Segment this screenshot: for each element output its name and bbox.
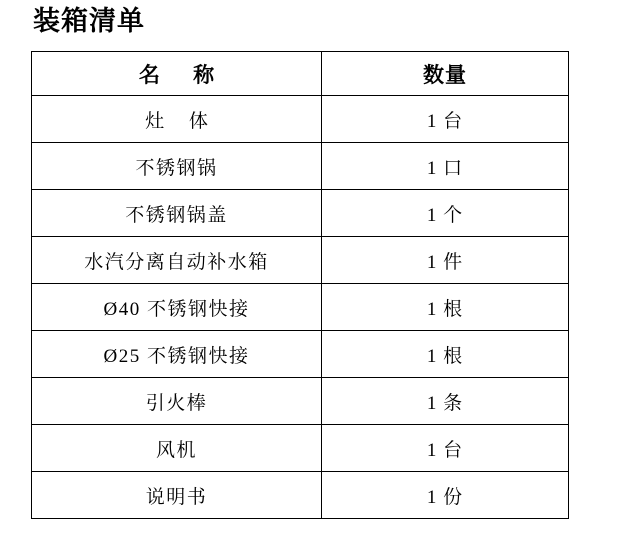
table-body: [32, 52, 569, 519]
table-row: [32, 331, 569, 378]
item-name: 水汽分离自动补水箱: [32, 237, 322, 284]
column-header-quantity: 数量: [322, 52, 569, 96]
page-title: 装箱清单: [33, 6, 145, 36]
item-quantity: 1 份: [322, 472, 569, 519]
table-row: [32, 378, 569, 425]
table-row: [32, 284, 569, 331]
item-name: 说明书: [32, 472, 322, 519]
column-header-name: [32, 52, 322, 96]
item-name: Ø40 不锈钢快接: [32, 284, 322, 331]
item-quantity: 1 根: [322, 284, 569, 331]
item-name: 不锈钢锅: [32, 143, 322, 190]
table-row: [32, 143, 569, 190]
item-quantity: 1 个: [322, 190, 569, 237]
column-header-name-text: 名 称: [138, 62, 229, 87]
table-row: [32, 190, 569, 237]
item-name: Ø25 不锈钢快接: [32, 331, 322, 378]
item-quantity: 1 件: [322, 237, 569, 284]
item-quantity: 1 条: [322, 378, 569, 425]
item-quantity: 1 口: [322, 143, 569, 190]
table-row: [32, 472, 569, 519]
table-row: [32, 425, 569, 472]
item-name: [32, 96, 322, 143]
item-name: 不锈钢锅盖: [32, 190, 322, 237]
packing-list-table: [31, 51, 569, 519]
table-row: [32, 237, 569, 284]
item-name: 引火棒: [32, 378, 322, 425]
item-quantity: 1 台: [322, 425, 569, 472]
item-quantity: 1 台: [322, 96, 569, 143]
table-row: [32, 96, 569, 143]
item-name: 风机: [32, 425, 322, 472]
table-header-row: [32, 52, 569, 96]
item-quantity: 1 根: [322, 331, 569, 378]
item-name-text: 灶 体: [145, 110, 218, 132]
